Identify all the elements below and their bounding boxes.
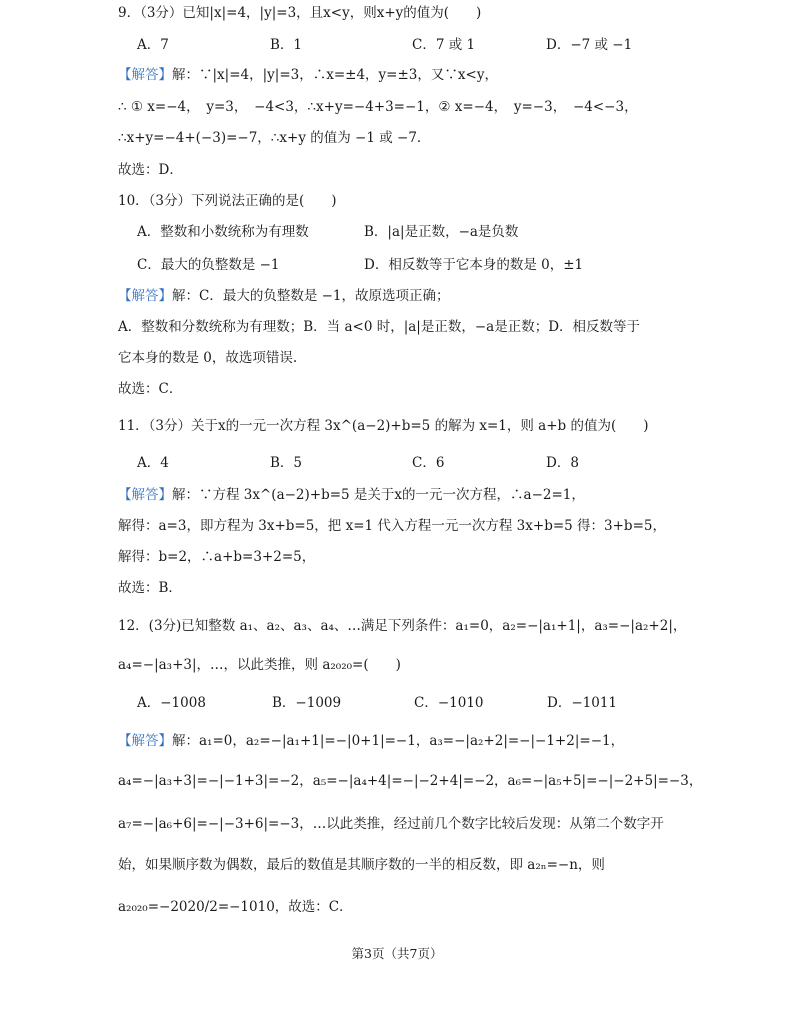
q12-solution-line-5: a₂₀₂₀=−2020/2=−1010，故选：C． bbox=[118, 899, 353, 915]
q12-option-b: B．−1009 bbox=[272, 695, 342, 711]
q12-solution-line-2: a₄=−|a₃+3|=−|−1+3|=−2，a₅=−|a₄+4|=−|−2+4|=−2，a₆=−|a₅+5|=−|−2+5|=−3， bbox=[118, 773, 703, 789]
q11-option-d: D．8 bbox=[546, 455, 579, 471]
q11-solution-line-3: 解得：b=2，∴a+b=3+2=5， bbox=[118, 549, 316, 565]
page-footer: 第3页（共7页） bbox=[351, 946, 443, 961]
q12-stem-line-2: a₄=−|a₃+3|，…，以此类推，则 a₂₀₂₀=( ) bbox=[118, 657, 401, 673]
q11-solution-line-2: 解得：a=3，即方程为 3x+b=5，把 x=1 代入方程一元一次方程 3x+b=5 得：3+b=5， bbox=[118, 518, 666, 534]
q12-solution-text-1: 解：a₁=0，a₂=−|a₁+1|=−|0+1|=−1，a₃=−|a₂+2|=−|−1+2|=−1， bbox=[172, 733, 625, 749]
answer-tag: 【解答】 bbox=[118, 288, 172, 304]
q12-option-c: C．−1010 bbox=[414, 695, 484, 711]
q12-solution-line-1 bbox=[118, 732, 624, 750]
q10-option-d: D．相反数等于它本身的数是 0，±1 bbox=[364, 257, 584, 273]
q10-option-c: C．最大的负整数是 −1 bbox=[137, 257, 280, 273]
q10-solution-line-3: 它本身的数是 0，故选项错误. bbox=[118, 350, 298, 366]
q11-solution-line-1 bbox=[118, 486, 585, 504]
q12-solution-line-3: a₇=−|a₆+6|=−|−3+6|=−3，…以此类推，经过前几个数字比较后发现：从第二个数字开 bbox=[118, 816, 664, 832]
q9-option-a: A．7 bbox=[137, 37, 169, 53]
q11-choice: 故选：B． bbox=[118, 580, 182, 596]
q11-solution-text-1: 解：∵方程 3x^(a−2)+b=5 是关于x的一元一次方程，∴a−2=1， bbox=[172, 487, 585, 503]
q11-option-b: B．5 bbox=[270, 455, 303, 471]
q9-choice: 故选：D． bbox=[118, 162, 183, 178]
q12-option-d: D．−1011 bbox=[547, 695, 617, 711]
q12-solution-line-4: 始，如果顺序数为偶数，最后的数值是其顺序数的一半的相反数，即 a₂ₙ=−n，则 bbox=[118, 857, 605, 873]
q9-solution-line-3: ∴x+y=−4+(−3)=−7，∴x+y 的值为 −1 或 −7． bbox=[118, 130, 431, 146]
q11-stem: 11．（3分）关于x的一元一次方程 3x^(a−2)+b=5 的解为 x=1，则 a+b 的值为( ) bbox=[118, 418, 649, 434]
q9-solution-text-1: 解：∵|x|=4，|y|=3，∴x=±4，y=±3，又∵x<y， bbox=[172, 67, 498, 83]
q9-option-b: B．1 bbox=[270, 37, 303, 53]
q9-stem: 9．（3分）已知|x|=4，|y|=3，且x<y，则x+y的值为( ) bbox=[118, 5, 482, 21]
q10-solution-text-1: 解：C．最大的负整数是 −1，故原选项正确； bbox=[172, 288, 450, 304]
q9-solution-line-2: ∴ ① x=−4， y=3， −4<3，∴x+y=−4+3=−1，② x=−4， y=−3， −4<−3， bbox=[118, 99, 638, 115]
q9-option-d: D．−7 或 −1 bbox=[546, 37, 633, 53]
q10-stem: 10．（3分）下列说法正确的是( ) bbox=[118, 193, 337, 209]
answer-tag: 【解答】 bbox=[118, 67, 172, 83]
q12-option-a: A．−1008 bbox=[137, 695, 206, 711]
q10-option-b: B．|a|是正数，−a是负数 bbox=[364, 224, 519, 240]
answer-tag: 【解答】 bbox=[118, 733, 172, 749]
q9-solution-line-1 bbox=[118, 66, 498, 84]
q9-option-c: C．7 或 1 bbox=[412, 37, 476, 53]
q12-stem-line-1: 12．(3分)已知整数 a₁、a₂、a₃、a₄、…满足下列条件：a₁=0，a₂=−|a₁+1|，a₃=−|a₂+2|， bbox=[118, 618, 687, 634]
q10-solution-line-1 bbox=[118, 287, 450, 305]
answer-tag: 【解答】 bbox=[118, 487, 172, 503]
q10-solution-line-2: A．整数和分数统称为有理数；B．当 a<0 时，|a|是正数，−a是正数；D．相反数等于 bbox=[118, 319, 641, 335]
q11-option-c: C．6 bbox=[412, 455, 445, 471]
q11-option-a: A．4 bbox=[137, 455, 169, 471]
q10-option-a: A．整数和小数统称为有理数 bbox=[137, 224, 309, 240]
q10-choice: 故选：C． bbox=[118, 381, 183, 397]
